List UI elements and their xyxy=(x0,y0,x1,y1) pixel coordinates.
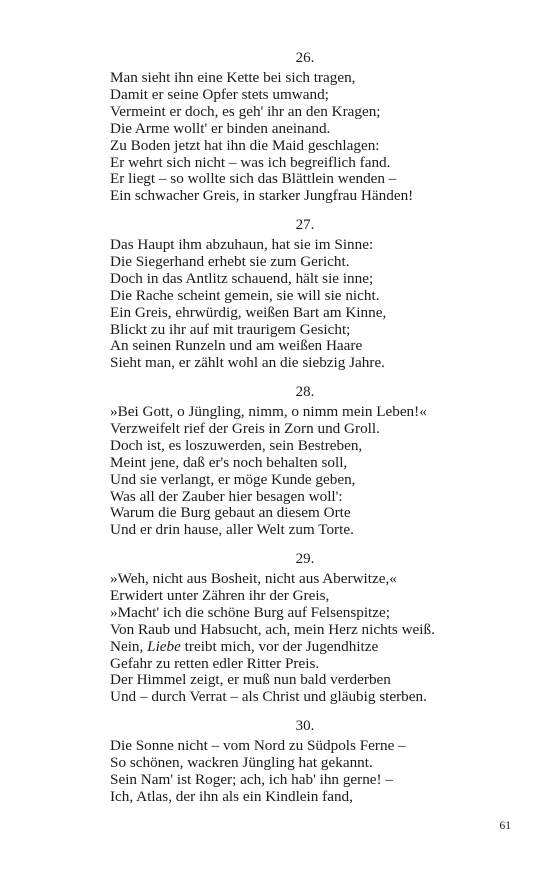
stanza-number: 30. xyxy=(295,718,315,734)
verse-line: Warum die Burg gebaut an diesem Orte xyxy=(110,504,351,522)
verse-line: »Weh, nicht aus Bosheit, nicht aus Aberwitze,« xyxy=(110,570,397,587)
stanza-30 xyxy=(110,718,530,806)
verse-line: Gefahr zu retten edler Ritter Preis. xyxy=(110,654,320,672)
verse-line: Das Haupt ihm abzuhaun, hat sie im Sinne: xyxy=(110,236,374,253)
verse-line: So schönen, wackren Jüngling hat gekannt. xyxy=(110,753,373,771)
verse-line: Er wehrt sich nicht – was ich begreiflich fand. xyxy=(110,153,391,171)
verse-line: Sein Nam' ist Roger; ach, ich hab' ihn gerne! – xyxy=(110,770,393,788)
verse-line: Damit er seine Opfer stets umwand; xyxy=(110,85,329,103)
verse-line: Doch ist, es loszuwerden, sein Bestreben, xyxy=(110,436,363,454)
stanza-29 xyxy=(110,551,530,706)
stanza-number: 29. xyxy=(295,551,315,567)
stanza-number: 26. xyxy=(295,50,315,66)
stanza-27 xyxy=(110,217,530,372)
verse-line: »Bei Gott, o Jüngling, nimm, o nimm mein Leben!« xyxy=(110,403,427,420)
verse-line: Ein Greis, ehrwürdig, weißen Bart am Kinne, xyxy=(110,303,387,321)
verse-line: Und – durch Verrat – als Christ und gläubig sterben. xyxy=(110,688,427,706)
verse-line: Ein schwacher Greis, in starker Jungfrau Händen! xyxy=(110,187,414,205)
verse-line: Die Arme wollt' er binden aneinand. xyxy=(110,119,331,137)
verse-line: Erwidert unter Zähren ihr der Greis, xyxy=(110,586,330,604)
verse-line: Zu Boden jetzt hat ihn die Maid geschlagen: xyxy=(110,136,380,154)
verse-line: Die Sonne nicht – vom Nord zu Südpols Ferne – xyxy=(110,737,406,754)
verse-line: Der Himmel zeigt, er muß nun bald verderben xyxy=(110,671,391,689)
verse-line: Er liegt – so wollte sich das Blättlein wenden – xyxy=(110,170,397,188)
verse-line: Vermeint er doch, es geh' ihr an den Kragen; xyxy=(110,102,381,120)
stanza-28 xyxy=(110,384,530,539)
verse-line: Meint jene, daß er's noch behalten soll, xyxy=(110,453,348,471)
verse-line: Was all der Zauber hier besagen woll': xyxy=(110,487,343,505)
verse-line: Und er drin hause, aller Welt zum Torte. xyxy=(110,521,354,539)
verse-line: »Macht' ich die schöne Burg auf Felsenspitze; xyxy=(110,603,390,621)
stanza-number: 27. xyxy=(295,217,315,233)
stanza-number: 28. xyxy=(295,384,315,400)
verse-line: Von Raub und Habsucht, ach, mein Herz nichts weiß. xyxy=(110,620,435,638)
verse-line: Die Siegerhand erhebt sie zum Gericht. xyxy=(110,252,350,270)
verse-line: Doch in das Antlitz schauend, hält sie inne; xyxy=(110,269,374,287)
verse-line: Ich, Atlas, der ihn als ein Kindlein fand, xyxy=(110,787,353,805)
verse-line: Und sie verlangt, er möge Kunde geben, xyxy=(110,470,356,488)
page-number: 61 xyxy=(499,820,511,832)
stanza-26 xyxy=(110,50,530,205)
verse-line: An seinen Runzeln und am weißen Haare xyxy=(110,337,363,355)
verse-line: Blickt zu ihr auf mit traurigem Gesicht; xyxy=(110,320,351,338)
verse-line: Sieht man, er zählt wohl an die siebzig Jahre. xyxy=(110,354,385,372)
verse-line: Verzweifelt rief der Greis in Zorn und Groll. xyxy=(110,419,380,437)
verse-line: Man sieht ihn eine Kette bei sich tragen, xyxy=(110,69,356,86)
verse-line: Nein, Liebe treibt mich, vor der Jugendhitze xyxy=(110,637,379,655)
verse-line: Die Rache scheint gemein, sie will sie nicht. xyxy=(110,286,380,304)
